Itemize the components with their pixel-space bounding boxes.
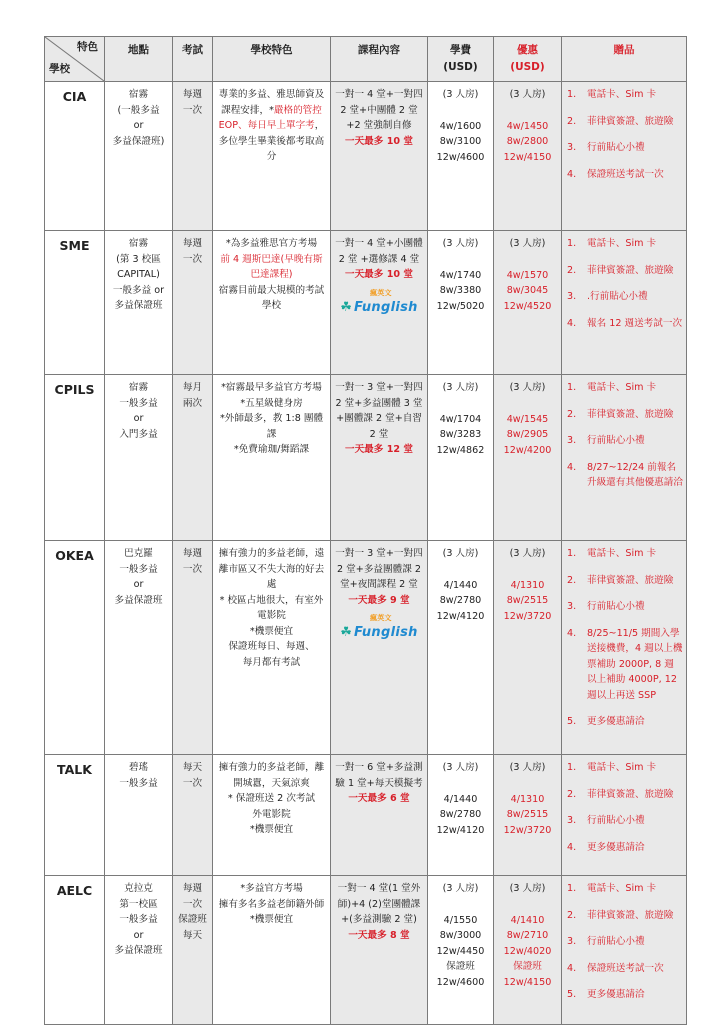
exam-line: 一次 xyxy=(182,777,203,789)
gift-text: 保證班送考試一次 xyxy=(587,168,664,180)
location-cell xyxy=(105,541,173,755)
course-cell xyxy=(331,541,428,755)
gift-item xyxy=(565,881,683,897)
tuition-cell xyxy=(428,375,494,541)
header-discount-label: 優惠 xyxy=(517,44,538,56)
gift-text: 行前貼心小禮 xyxy=(587,601,645,613)
exam-line: 一次 xyxy=(182,104,203,116)
gift-item xyxy=(565,987,683,1003)
gift-number: 1. xyxy=(567,883,577,894)
gifts-cell xyxy=(562,375,687,541)
gift-number: 3. xyxy=(567,435,577,447)
gift-text: 行前貼心小禮 xyxy=(587,435,645,447)
gift-item xyxy=(565,546,683,562)
location-cell xyxy=(105,375,173,541)
exam-cell xyxy=(173,82,213,231)
gift-text: 菲律賓簽證、旅遊險 xyxy=(587,574,674,586)
tuition-price: 4w/1704 xyxy=(439,413,482,425)
logo-chinese: 瘋英文 xyxy=(369,614,392,623)
gift-text: 行前貼心小禮 xyxy=(587,142,645,154)
gift-text: 8/25~11/5 期間入學送接機費，4 週以上機票補助 2000P, 8 週以上補助 4000P, 12 週以上再送 SSP xyxy=(587,627,683,701)
gift-text: 更多優惠請洽 xyxy=(587,716,645,728)
features-cell: 專業的多益、雅思師資及課程安排，*嚴格的管控 EOP、每日早上單字考，多位學生畢業後都考取高分 xyxy=(213,82,331,231)
tuition-price: 12w/4600 xyxy=(436,151,485,163)
location-line: 克拉克 xyxy=(124,883,153,894)
tuition-price: 12w/4862 xyxy=(436,444,485,456)
tuition-cell xyxy=(428,541,494,755)
gift-item xyxy=(565,813,683,829)
tuition-cell xyxy=(428,82,494,231)
location-line: (一般多益 xyxy=(117,104,160,116)
school-name: OKEA xyxy=(45,541,105,755)
gift-text: 電話卡、Sim 卡 xyxy=(587,548,657,559)
discount-price: 8w/2515 xyxy=(506,595,549,607)
gift-text: 更多優惠請洽 xyxy=(587,841,645,853)
course-cell xyxy=(331,375,428,541)
gift-text: 保證班送考試一次 xyxy=(587,962,664,974)
location-line: 多益保證班) xyxy=(112,135,165,147)
gift-item xyxy=(565,626,683,704)
location-cell xyxy=(105,755,173,876)
exam-cell xyxy=(173,375,213,541)
gifts-cell xyxy=(562,231,687,375)
location-line: 多益保證班 xyxy=(114,945,163,957)
gift-list xyxy=(565,881,683,1003)
tuition-price: 8w/2780 xyxy=(439,595,482,607)
course-text: 一對一 6 堂+多益測驗 1 堂+每天模擬考 xyxy=(335,762,423,789)
gift-item xyxy=(565,714,683,730)
discount-cell xyxy=(494,541,562,755)
gift-number: 2. xyxy=(567,574,577,586)
logo-chinese: 瘋英文 xyxy=(369,288,392,297)
discount-cell xyxy=(494,375,562,541)
gift-item xyxy=(565,908,683,924)
location-cell xyxy=(105,876,173,1025)
gift-number: 1. xyxy=(567,382,577,393)
course-max-per-day: 一天最多 9 堂 xyxy=(348,594,410,606)
location-line: CAPITAL) xyxy=(117,269,160,281)
tuition-cell xyxy=(428,231,494,375)
course-text: 一對一 4 堂+小團體 2 堂 +選修課 4 堂 xyxy=(335,238,423,265)
header-location: 地點 xyxy=(105,37,173,82)
gift-item xyxy=(565,114,683,130)
discount-room-type: (3 人房) xyxy=(509,883,546,894)
gift-item xyxy=(565,380,683,396)
discount-price: 4w/1450 xyxy=(506,120,549,132)
exam-cell xyxy=(173,876,213,1025)
tuition-price: 12w/4450 xyxy=(436,945,485,957)
location-line: 一般多益 xyxy=(119,777,158,789)
course-max-per-day: 一天最多 6 堂 xyxy=(348,793,410,805)
exam-line: 每週 xyxy=(182,238,203,249)
location-line: 入門多益 xyxy=(119,428,158,440)
location-line: 多益保證班 xyxy=(114,594,163,606)
gift-item xyxy=(565,316,683,332)
gift-text: 電話卡、Sim 卡 xyxy=(587,382,657,393)
school-name: SME xyxy=(45,231,105,375)
features-cell: *多益官方考場 擁有多名多益老師籍外師 *機票便宜 xyxy=(213,876,331,1025)
course-text: 一對一 4 堂+一對四 2 堂+中團體 2 堂+2 堂強制自修 xyxy=(335,89,423,132)
tuition-price: 12w/4120 xyxy=(436,824,485,836)
discount-price: 12w/4520 xyxy=(503,300,552,312)
course-text: 一對一 3 堂+一對四 2 堂+多益團體 3 堂+團體課 2 堂+自習 2 堂 xyxy=(335,382,423,440)
location-line: 多益保證班 xyxy=(114,300,163,312)
tuition-price: 4w/1600 xyxy=(439,120,482,132)
location-line: 第一校區 xyxy=(119,898,158,910)
location-line: 一般多益 xyxy=(119,914,158,926)
gift-number: 4. xyxy=(567,962,577,974)
tuition-price: 12w/4120 xyxy=(436,610,485,622)
gift-item xyxy=(565,934,683,950)
gifts-cell xyxy=(562,876,687,1025)
location-line: or xyxy=(133,413,144,425)
features-cell: *宿霧最早多益官方考場 *五星級健身房 *外師最多，教 1:8 團體課 *免費瑜珈/舞蹈課 xyxy=(213,375,331,541)
exam-line: 保證班 xyxy=(178,914,207,926)
course-max-per-day: 一天最多 10 堂 xyxy=(345,269,413,281)
school-name: CPILS xyxy=(45,375,105,541)
gift-number: 1. xyxy=(567,238,577,249)
exam-line: 每週 xyxy=(182,89,203,100)
tuition-price: 8w/3283 xyxy=(439,429,482,441)
location-line: 一般多益 or xyxy=(112,284,165,296)
gift-item xyxy=(565,263,683,279)
header-tuition-unit: (USD) xyxy=(443,61,478,73)
gift-item xyxy=(565,599,683,615)
gift-number: 2. xyxy=(567,909,577,921)
palm-icon: ☘ xyxy=(340,299,352,315)
exam-line: 每週 xyxy=(182,548,203,559)
school-row xyxy=(45,375,687,541)
gift-list xyxy=(565,236,683,331)
gift-text: 電話卡、Sim 卡 xyxy=(587,883,657,894)
gift-item xyxy=(565,787,683,803)
gift-item xyxy=(565,460,683,491)
gift-item xyxy=(565,573,683,589)
location-line: or xyxy=(133,929,144,941)
exam-line: 一次 xyxy=(182,563,203,575)
gift-text: 電話卡、Sim 卡 xyxy=(587,89,657,100)
gift-number: 2. xyxy=(567,264,577,276)
gift-item xyxy=(565,289,683,305)
gift-item xyxy=(565,407,683,423)
header-tuition-label: 學費 xyxy=(450,44,471,56)
discount-price: 8w/2905 xyxy=(506,429,549,441)
discount-price: 8w/2515 xyxy=(506,809,549,821)
gift-text: 電話卡、Sim 卡 xyxy=(587,762,657,773)
gift-item xyxy=(565,433,683,449)
tuition-room-type: (3 人房) xyxy=(442,762,479,773)
gift-text: 報名 12 週送考試一次 xyxy=(587,317,683,329)
discount-room-type: (3 人房) xyxy=(509,548,546,559)
location-line: 宿霧 xyxy=(128,89,149,100)
course-cell xyxy=(331,755,428,876)
exam-line: 兩次 xyxy=(182,397,203,409)
location-line: (第 3 校區 xyxy=(116,253,161,265)
tuition-cell xyxy=(428,755,494,876)
header-course: 課程內容 xyxy=(331,37,428,82)
gift-number: 5. xyxy=(567,989,577,1001)
discount-room-type: (3 人房) xyxy=(509,238,546,249)
discount-cell xyxy=(494,82,562,231)
discount-price: 8w/3045 xyxy=(506,285,549,297)
tuition-room-type: (3 人房) xyxy=(442,548,479,559)
exam-cell xyxy=(173,755,213,876)
gift-list xyxy=(565,380,683,491)
header-gifts: 贈品 xyxy=(562,37,687,82)
header-discount-unit: (USD) xyxy=(510,61,545,73)
gift-number: 4. xyxy=(567,461,577,473)
location-line: 宿霧 xyxy=(128,382,149,393)
tuition-room-type: (3 人房) xyxy=(442,238,479,249)
school-row xyxy=(45,541,687,755)
gift-number: 4. xyxy=(567,317,577,329)
gift-number: 3. xyxy=(567,815,577,827)
location-line: or xyxy=(133,120,144,132)
exam-line: 每月 xyxy=(182,382,203,393)
exam-cell xyxy=(173,231,213,375)
discount-cell xyxy=(494,755,562,876)
location-line: or xyxy=(133,579,144,591)
tuition-price: 4/1550 xyxy=(443,914,478,926)
tuition-price: 12w/5020 xyxy=(436,300,485,312)
gifts-cell xyxy=(562,82,687,231)
gift-number: 2. xyxy=(567,115,577,127)
tuition-price: 保證班 xyxy=(446,961,475,973)
features-cell: *為多益雅思官方考場 前 4 週斯巴達(早晚有斯巴達課程) 宿霧目前最大規模的考試學校 xyxy=(213,231,331,375)
discount-price: 12w/4200 xyxy=(503,444,552,456)
discount-price: 4w/1570 xyxy=(506,269,549,281)
course-max-per-day: 一天最多 8 堂 xyxy=(348,929,410,941)
discount-cell xyxy=(494,876,562,1025)
discount-price: 4w/1545 xyxy=(506,413,549,425)
gift-text: 行前貼心小禮 xyxy=(587,815,645,827)
gift-text: 菲律賓簽證、旅遊險 xyxy=(587,115,674,127)
gift-number: 1. xyxy=(567,548,577,559)
gift-number: 1. xyxy=(567,89,577,100)
discount-price: 保證班 xyxy=(513,961,542,973)
tuition-price: 8w/3380 xyxy=(439,285,482,297)
discount-cell xyxy=(494,231,562,375)
gift-number: 3. xyxy=(567,601,577,613)
funglish-logo xyxy=(334,614,424,643)
gift-number: 4. xyxy=(567,627,577,639)
tuition-room-type: (3 人房) xyxy=(442,382,479,393)
discount-price: 12w/4150 xyxy=(503,976,552,988)
school-row xyxy=(45,876,687,1025)
discount-price: 4/1310 xyxy=(510,579,545,591)
gift-number: 4. xyxy=(567,168,577,180)
gift-text: 行前貼心小禮 xyxy=(587,936,645,948)
gift-text: 菲律賓簽證、旅遊險 xyxy=(587,788,674,800)
exam-line: 一次 xyxy=(182,898,203,910)
exam-cell xyxy=(173,541,213,755)
gift-number: 2. xyxy=(567,408,577,420)
school-name: AELC xyxy=(45,876,105,1025)
features-cell: 擁有強力的多益老師，遠離市區又不失大海的好去處 * 校區占地很大，有室外電影院 *機票便宜 保證班每日、每週、 每月都有考試 xyxy=(213,541,331,755)
gift-text: 電話卡、Sim 卡 xyxy=(587,238,657,249)
header-tuition xyxy=(428,37,494,82)
course-cell xyxy=(331,82,428,231)
tuition-cell xyxy=(428,876,494,1025)
gift-number: 2. xyxy=(567,788,577,800)
gift-number: 4. xyxy=(567,841,577,853)
gift-text: 菲律賓簽證、旅遊險 xyxy=(587,264,674,276)
exam-line: 一次 xyxy=(182,253,203,265)
discount-price: 4/1410 xyxy=(510,914,545,926)
course-text: 一對一 3 堂+一對四 2 堂+多益團體課 2 堂+夜間課程 2 堂 xyxy=(335,548,423,591)
discount-room-type: (3 人房) xyxy=(509,89,546,100)
tuition-room-type: (3 人房) xyxy=(442,883,479,894)
tuition-price: 12w/4600 xyxy=(436,976,485,988)
location-line: 一般多益 xyxy=(119,563,158,575)
funglish-logo xyxy=(334,288,424,318)
discount-price: 12w/4150 xyxy=(503,151,552,163)
gift-number: 3. xyxy=(567,291,577,303)
tuition-price: 8w/3000 xyxy=(439,930,482,942)
location-cell xyxy=(105,82,173,231)
discount-price: 12w/3720 xyxy=(503,610,552,622)
gift-text: 更多優惠請洽 xyxy=(587,989,645,1001)
discount-price: 8w/2710 xyxy=(506,930,549,942)
header-feature-label: 特色 xyxy=(77,41,98,53)
tuition-price: 8w/2780 xyxy=(439,809,482,821)
gift-number: 5. xyxy=(567,716,577,728)
gift-text: .行前貼心小禮 xyxy=(587,291,648,303)
course-cell xyxy=(331,876,428,1025)
palm-icon: ☘ xyxy=(340,625,352,641)
gift-item xyxy=(565,87,683,103)
school-comparison-table xyxy=(44,36,687,1025)
course-max-per-day: 一天最多 10 堂 xyxy=(345,135,413,147)
gift-item xyxy=(565,961,683,977)
header-exam: 考試 xyxy=(173,37,213,82)
school-row xyxy=(45,82,687,231)
gift-item xyxy=(565,140,683,156)
logo-wordmark: Funglish 瘋英文 xyxy=(353,288,418,315)
discount-price: 12w/3720 xyxy=(503,824,552,836)
tuition-price: 4/1440 xyxy=(443,579,478,591)
exam-line: 每天 xyxy=(182,762,203,773)
gift-number: 1. xyxy=(567,762,577,773)
features-cell: 擁有強力的多益老師，離開城囂，天氣涼爽 * 保證班送 2 次考試 外電影院 *機票便宜 xyxy=(213,755,331,876)
tuition-price: 8w/3100 xyxy=(439,136,482,148)
discount-price: 12w/4020 xyxy=(503,945,552,957)
gift-list xyxy=(565,546,683,730)
gift-text: 菲律賓簽證、旅遊險 xyxy=(587,909,674,921)
location-line: 巴克羅 xyxy=(124,548,153,559)
location-line: 碧瑤 xyxy=(128,762,149,773)
location-line: 宿霧 xyxy=(128,238,149,249)
discount-price: 8w/2800 xyxy=(506,136,549,148)
course-cell xyxy=(331,231,428,375)
discount-room-type: (3 人房) xyxy=(509,762,546,773)
discount-price: 4/1310 xyxy=(510,793,545,805)
gifts-cell xyxy=(562,541,687,755)
gift-item xyxy=(565,167,683,183)
course-text: 一對一 4 堂(1 堂外師)+4 (2)堂團體課 +(多益測驗 2 堂) xyxy=(337,883,421,926)
tuition-price: 4w/1740 xyxy=(439,269,482,281)
header-corner-cell xyxy=(45,37,105,82)
school-name: CIA xyxy=(45,82,105,231)
discount-room-type: (3 人房) xyxy=(509,382,546,393)
header-discount xyxy=(494,37,562,82)
exam-line: 每天 xyxy=(182,929,203,941)
gift-item xyxy=(565,840,683,856)
gift-item xyxy=(565,236,683,252)
location-cell xyxy=(105,231,173,375)
header-features: 學校特色 xyxy=(213,37,331,82)
gifts-cell xyxy=(562,755,687,876)
school-name: TALK xyxy=(45,755,105,876)
gift-item xyxy=(565,760,683,776)
gift-text: 8/27~12/24 前報名升級還有其他優惠請洽 xyxy=(587,461,683,489)
course-max-per-day: 一天最多 12 堂 xyxy=(345,444,413,456)
school-row xyxy=(45,231,687,375)
gift-number: 3. xyxy=(567,936,577,948)
tuition-price: 4/1440 xyxy=(443,793,478,805)
gift-text: 菲律賓簽證、旅遊險 xyxy=(587,408,674,420)
location-line: 一般多益 xyxy=(119,397,158,409)
logo-wordmark: Funglish 瘋英文 xyxy=(353,614,418,641)
school-row xyxy=(45,755,687,876)
exam-line: 每週 xyxy=(182,883,203,894)
gift-number: 3. xyxy=(567,142,577,154)
gift-list xyxy=(565,760,683,855)
gift-list xyxy=(565,87,683,182)
tuition-room-type: (3 人房) xyxy=(442,89,479,100)
header-school-label: 學校 xyxy=(49,63,70,75)
